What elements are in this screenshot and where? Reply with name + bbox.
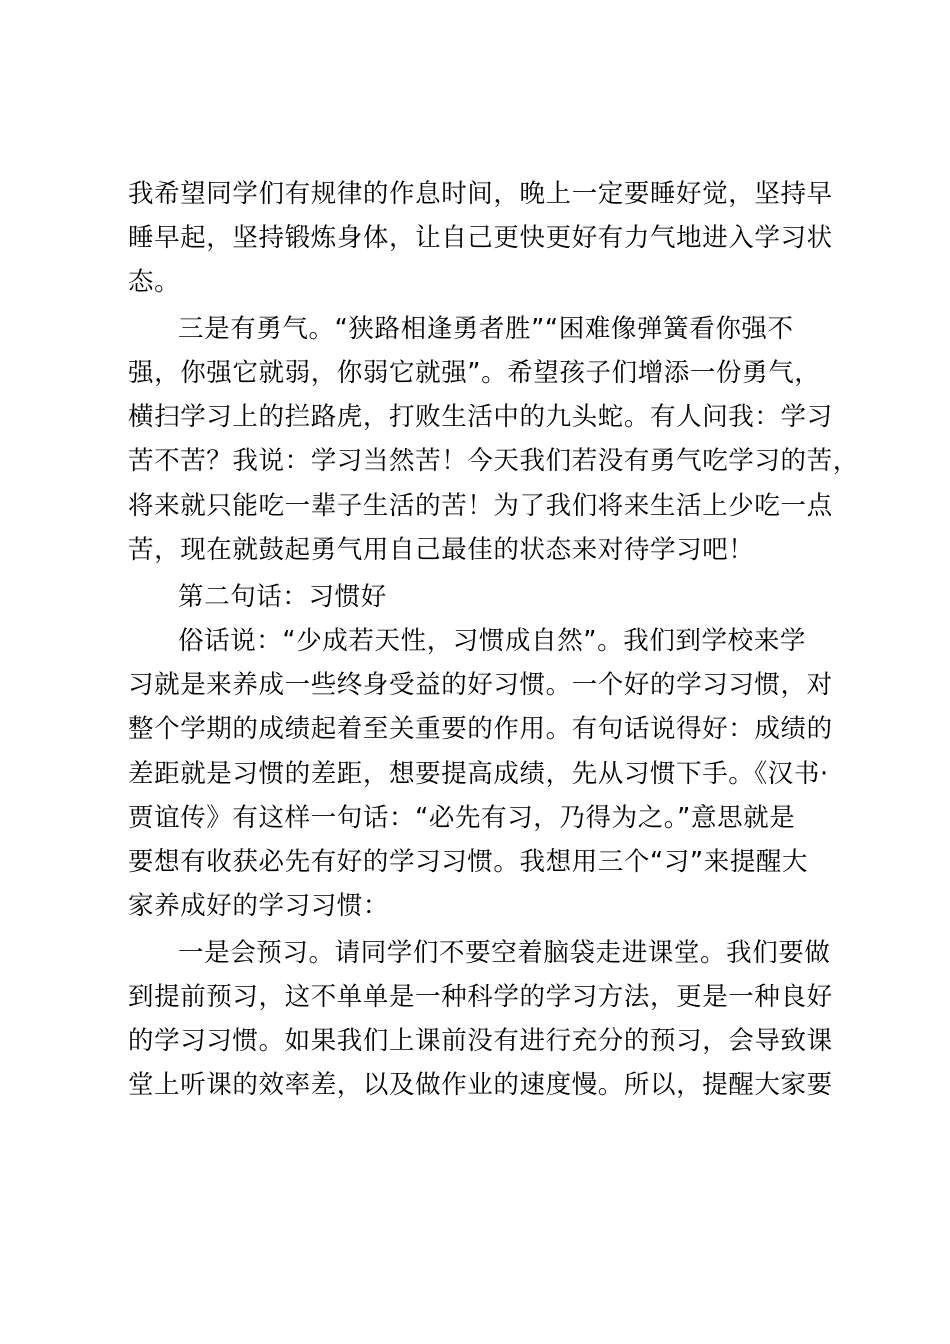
text-line: 要想有收获必先有好的学习习惯。我想用三个“习”来提醒大 [128, 847, 809, 877]
paragraph-first-line: 俗话说：“少成若天性，习惯成自然”。我们到学校来学 [178, 626, 806, 656]
text-line: 差距就是习惯的差距，想要提高成绩，先从习惯下手。《汉书· [128, 759, 829, 789]
text-line: 整个学期的成绩起着至关重要的作用。有句话说得好：成绩的 [128, 714, 833, 744]
text-line: 苦，现在就鼓起勇气用自己最佳的状态来对待学习吧！ [128, 535, 755, 565]
text-line: 习就是来养成一些终身受益的好习惯。一个好的学习习惯，对 [128, 670, 833, 700]
text-line: 强，你强它就弱，你弱它就强”。希望孩子们增添一份勇气， [128, 358, 821, 388]
text-line: 贾谊传》有这样一句话：“必先有习，乃得为之。”意思就是 [128, 803, 796, 833]
paragraph-first-line: 三是有勇气。“狭路相逢勇者胜”“困难像弹簧看你强不 [178, 314, 794, 344]
text-line: 的学习习惯。如果我们上课前没有进行充分的预习，会导致课 [128, 1026, 833, 1056]
text-line: 苦不苦？我说：学习当然苦！今天我们若没有勇气吃学习的苦， [128, 446, 859, 476]
paragraph-first-line: 一是会预习。请同学们不要空着脑袋走进课堂。我们要做 [178, 938, 831, 968]
text-line: 睡早起，坚持锻炼身体，让自己更快更好有力气地进入学习状 [128, 223, 833, 253]
text-line: 到提前预习，这不单单是一种科学的学习方法，更是一种良好 [128, 982, 833, 1012]
text-line: 家养成好的学习习惯： [128, 891, 390, 921]
text-line: 态。 [128, 267, 181, 297]
text-line: 我希望同学们有规律的作息时间，晚上一定要睡好觉，坚持早 [128, 179, 833, 209]
text-line: 堂上听课的效率差，以及做作业的速度慢。所以，提醒大家要 [128, 1070, 833, 1100]
text-line: 横扫学习上的拦路虎，打败生活中的九头蛇。有人问我：学习 [128, 402, 833, 432]
text-line: 将来就只能吃一辈子生活的苦！为了我们将来生活上少吃一点 [128, 491, 833, 521]
section-heading: 第二句话：习惯好 [178, 582, 387, 612]
